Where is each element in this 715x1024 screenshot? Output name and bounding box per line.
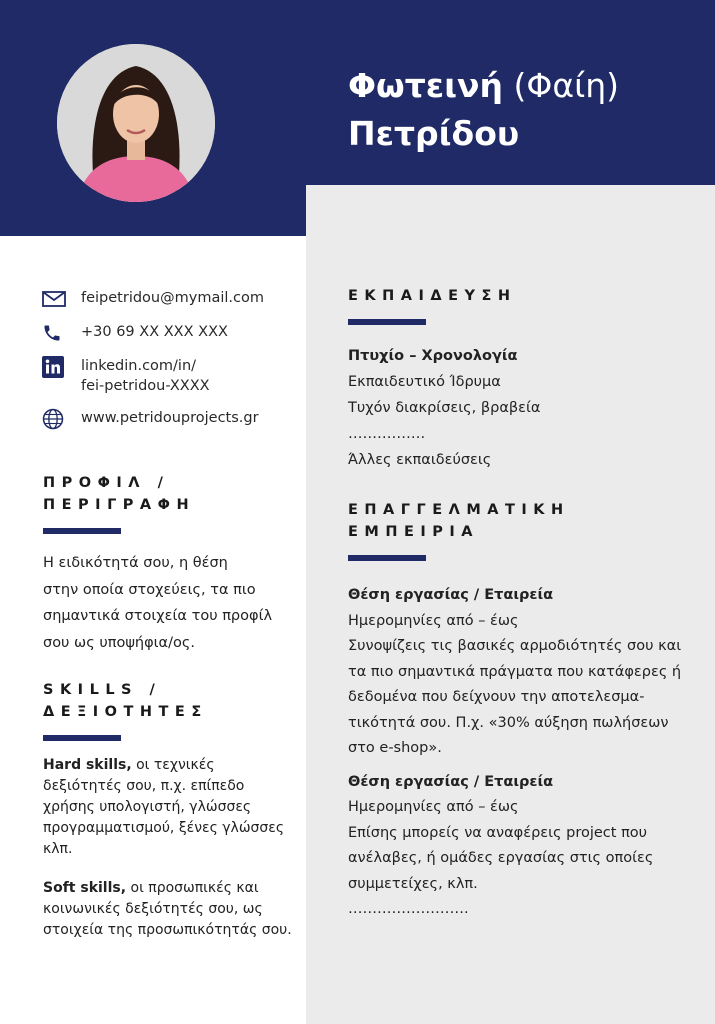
awards: Τυχόν διακρίσεις, βραβεία xyxy=(348,400,541,416)
job-dates: Ημερομηνίες από – έως xyxy=(348,612,519,629)
education-section xyxy=(348,285,688,473)
job-description-line: συμμετείχες, κλπ. xyxy=(348,875,478,892)
degree: Πτυχίο – Χρονολογία xyxy=(348,348,518,364)
nickname: (Φαίη) xyxy=(513,66,620,105)
email-text[interactable]: feipetridou@mymail.com xyxy=(81,290,264,306)
profile-title xyxy=(43,472,293,516)
linkedin-line-2: fei-petridou-XXXX xyxy=(81,378,210,394)
job-description-line: ανέλαβες, ή ομάδες εργασίας στις οποίες xyxy=(348,850,654,866)
hard-skills-paragraph xyxy=(43,755,293,860)
contact-list xyxy=(42,288,300,442)
skills-title-line-1: SKILLS / xyxy=(43,682,162,698)
education-title-underline xyxy=(348,319,426,325)
profile-title-line-1: ΠΡΟΦΙΛ / xyxy=(43,475,170,491)
soft-skills-paragraph xyxy=(43,878,293,941)
job-description-line: Συνοψίζεις τις βασικές αρμοδιότητές σου και xyxy=(348,638,682,654)
skills-title-underline xyxy=(43,735,121,741)
profile-line: σου ως υποψήφια/ος. xyxy=(43,634,195,651)
job-description-line: δεδομένα που δείχνουν την αποτελεσμα- xyxy=(348,689,645,705)
experience-section xyxy=(348,499,688,923)
hard-skills-label: Hard skills, xyxy=(43,757,132,773)
profile-title-line-2: ΠΕΡΙΓΡΑΦΗ xyxy=(43,497,196,513)
contact-email xyxy=(42,288,300,310)
experience-title-line-1: ΕΠΑΓΓΕΛΜΑΤΙΚΗ xyxy=(348,502,570,518)
job-position: Θέση εργασίας / Εταιρεία xyxy=(348,773,554,790)
job-dates: Ημερομηνίες από – έως xyxy=(348,799,519,815)
profile-line: στην οποία στοχεύεις, τα πιο xyxy=(43,581,256,598)
linkedin-line-1: linkedin.com/in/ xyxy=(81,358,197,374)
education-title: ΕΚΠΑΙΔΕΥΣΗ xyxy=(348,288,517,304)
profile-line: Η ειδικότητά σου, η θέση xyxy=(43,555,228,571)
phone-icon xyxy=(42,322,68,344)
linkedin-icon xyxy=(42,356,68,378)
profile-title-underline xyxy=(43,528,121,534)
job-description-line: ……………………. xyxy=(348,901,469,917)
last-name: Πετρίδου xyxy=(348,114,520,153)
contact-linkedin xyxy=(42,356,300,396)
institution: Εκπαιδευτικό Ίδρυμα xyxy=(348,374,501,390)
globe-icon xyxy=(42,408,68,430)
profile-section xyxy=(43,472,293,656)
job-description-line: στο e-shop». xyxy=(348,740,442,756)
first-name: Φωτεινή xyxy=(348,66,503,105)
job-description-line: τα πιο σημαντικά πράγματα που κατάφερες ή xyxy=(348,663,682,680)
envelope-icon xyxy=(42,288,68,310)
skills-section xyxy=(43,679,293,941)
soft-skills-label: Soft skills, xyxy=(43,880,127,896)
experience-title-underline xyxy=(348,555,426,561)
candidate-name xyxy=(348,62,619,158)
profile-photo xyxy=(57,44,215,202)
contact-website xyxy=(42,408,300,430)
skills-title-line-2: ΔΕΞΙΟΤΗΤΕΣ xyxy=(43,704,208,720)
soft-skills-text: οι προσωπικές και κοινωνικές δεξιότητές σου, ως στοιχεία της προσωπικότητάς σου. xyxy=(43,880,292,938)
website-text[interactable]: www.petridouprojects.gr xyxy=(81,410,259,426)
linkedin-text[interactable] xyxy=(81,356,210,396)
experience-title xyxy=(348,499,688,543)
other-education: Άλλες εκπαιδεύσεις xyxy=(348,452,492,468)
experience-items xyxy=(348,583,688,923)
education-items xyxy=(348,343,688,473)
skills-title xyxy=(43,679,293,723)
job-entry xyxy=(348,770,688,923)
job-description-line: τικότητά σου. Π.χ. «30% αύξηση πωλήσεων xyxy=(348,714,669,731)
job-entry xyxy=(348,583,688,762)
experience-title-line-2: ΕΜΠΕΙΡΙΑ xyxy=(348,524,480,540)
contact-phone xyxy=(42,322,300,344)
job-position: Θέση εργασίας / Εταιρεία xyxy=(348,587,554,603)
profile-line: σημαντικά στοιχεία του προφίλ xyxy=(43,608,273,624)
job-description-line: Επίσης μπορείς να αναφέρεις project που xyxy=(348,824,648,841)
profile-description xyxy=(43,550,293,656)
education-dots: ……………. xyxy=(348,426,426,442)
hard-skills-text: οι τεχνικές δεξιότητές σου, π.χ. επίπεδο χρήσης υπολογιστή, γλώσσες προγραμματισμού, ξένες γλώσσες κλπ. xyxy=(43,757,285,857)
phone-text: +30 69 XX XXX XXX xyxy=(81,324,228,340)
